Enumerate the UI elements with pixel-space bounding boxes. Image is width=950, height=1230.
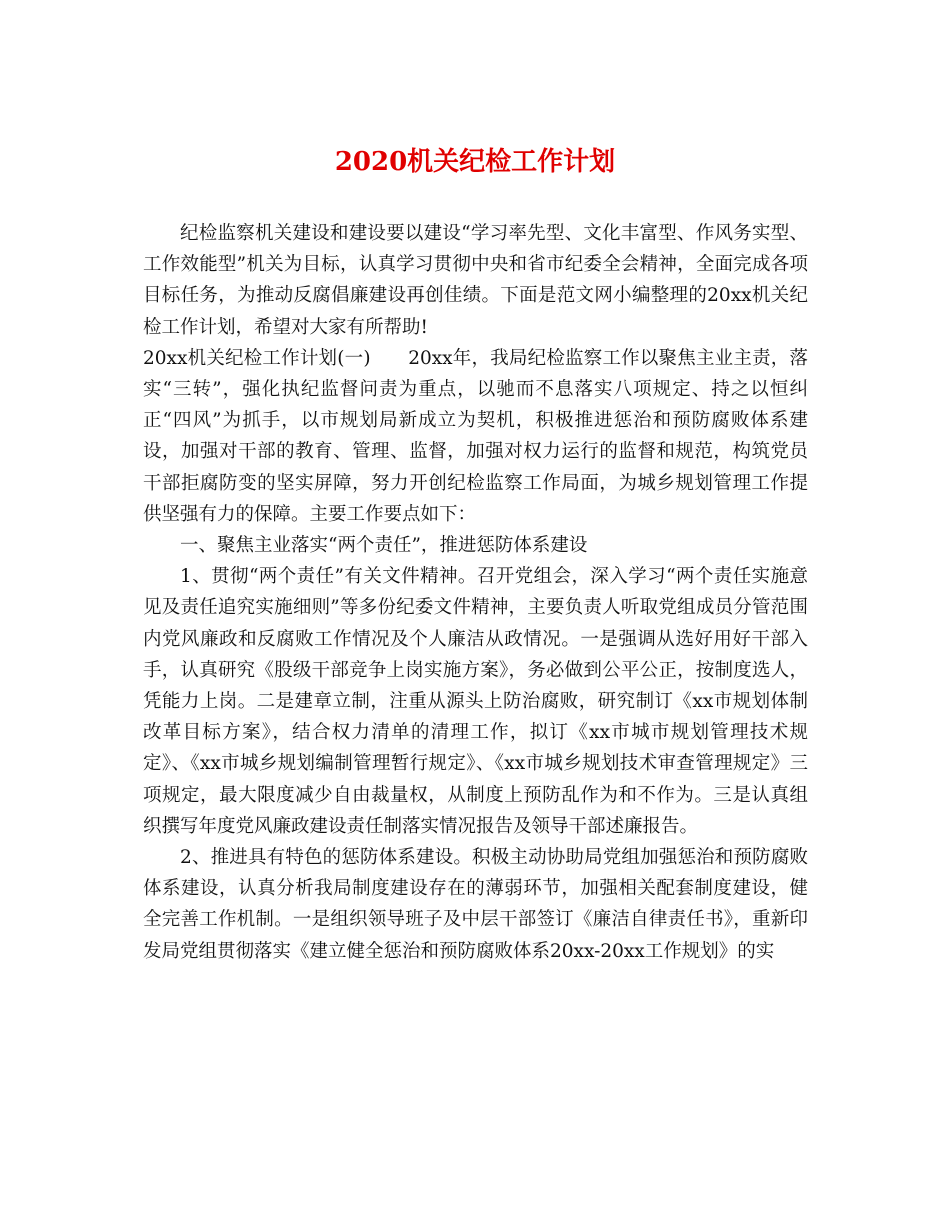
document-body (143, 218, 808, 967)
section-heading-one: 一、聚焦主业落实“两个责任”，推进惩防体系建设 (180, 535, 588, 557)
paragraph-item-two: 2、推进具有特色的惩防体系建设。积极主动协助局党组加强惩治和预防腐败体系建设，认真分析我局制度建设存在的薄弱环节，加强相关配套制度建设，健全完善工作机制。一是组织领导班子及中层干部签订《廉洁自律责任书》，重新印发局党组贯彻落实《建立健全惩治和预防腐败体系20xx-20xx工作规划》的实 (143, 847, 808, 962)
document-title: 2020机关纪检工作计划 (334, 147, 616, 177)
paragraph-item-one: 1、贯彻“两个责任”有关文件精神。召开党组会，深入学习“两个责任实施意见及责任追究实施细则”等多份纪委文件精神，主要负责人听取党组成员分管范围内党风廉政和反腐败工作情况及个人廉洁从政情况。一是强调从选好用好干部入手，认真研究《股级干部竞争上岗实施方案》，务必做到公平公正，按制度选人，凭能力上岗。二是建章立制，注重从源头上防治腐败，研究制订《xx市规划体制改革目标方案》，结合权力清单的清理工作，拟订《xx市城市规划管理技术规定》、《xx市城乡规划编制管理暂行规定》、《xx市城乡规划技术审查管理规定》三项规定，最大限度减少自由裁量权，从制度上预防乱作为和不作为。三是认真组织撰写年度党风廉政建设责任制落实情况报告及领导干部述廉报告。 (143, 566, 808, 837)
paragraph-intro: 纪检监察机关建设和建设要以建设“学习率先型、文化丰富型、作风务实型、工作效能型”机关为目标，认真学习贯彻中央和省市纪委全会精神，全面完成各项目标任务，为推动反腐倡廉建设再创佳绩。下面是范文网小编整理的20xx机关纪检工作计划，希望对大家有所帮助! (143, 223, 808, 338)
paragraph-plan-one: 20xx机关纪检工作计划(一) 20xx年，我局纪检监察工作以聚焦主业主责，落实“三转”，强化执纪监督问责为重点，以驰而不息落实八项规定、持之以恒纠正“四风”为抓手，以市规划局新成立为契机，积极推进惩治和预防腐败体系建设，加强对干部的教育、管理、监督，加强对权力运行的监督和规范，构筑党员干部拒腐防变的坚实屏障，努力开创纪检监察工作局面，为城乡规划管理工作提供坚强有力的保障。主要工作要点如下： (143, 347, 808, 525)
